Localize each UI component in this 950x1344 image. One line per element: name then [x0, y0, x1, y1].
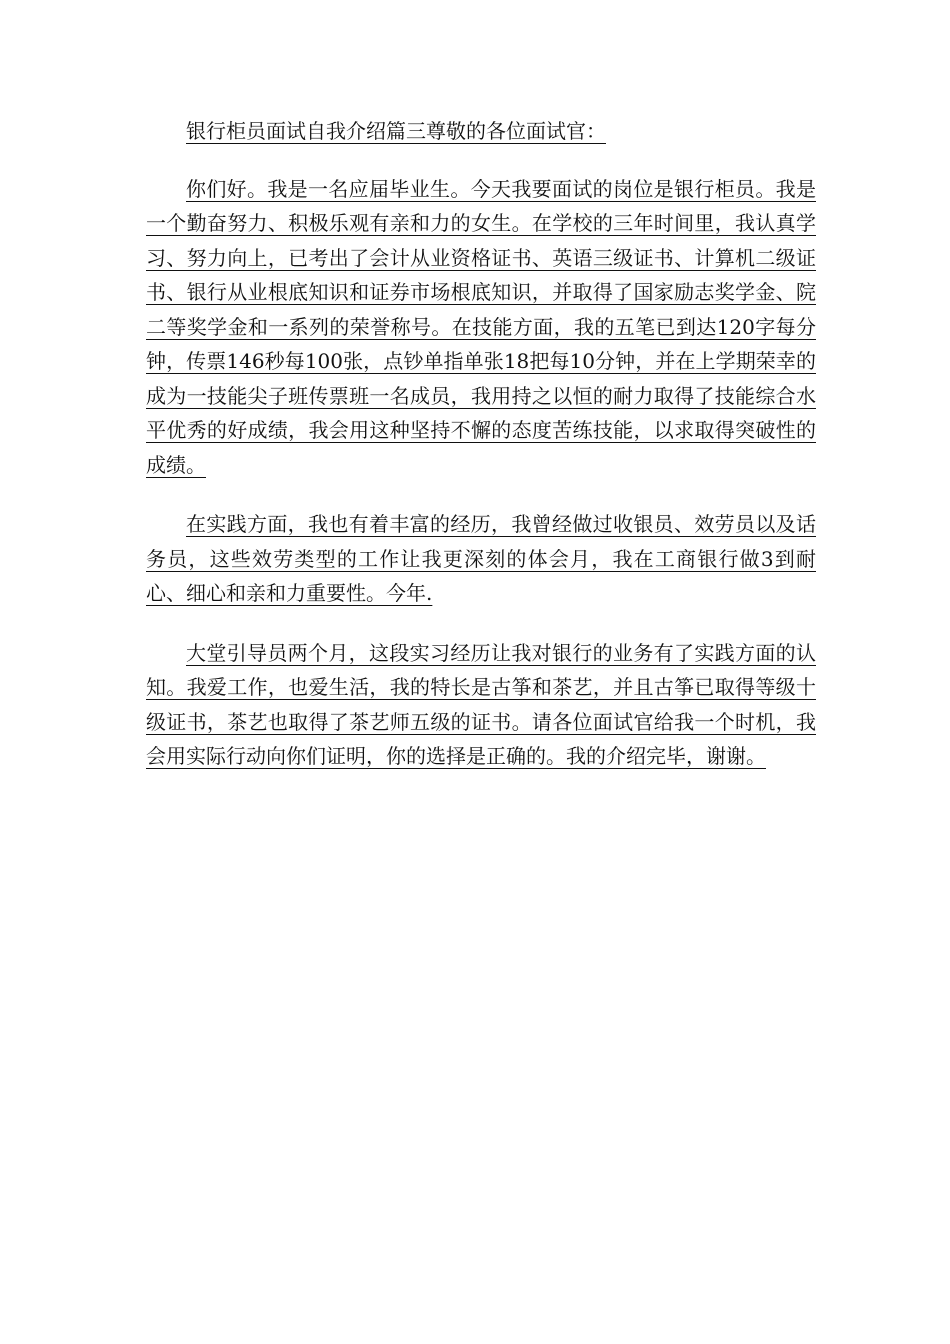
paragraph-conclusion: 大堂引导员两个月，这段实习经历让我对银行的业务有了实践方面的认知。我爱工作，也爱生活，我的特长是古筝和茶艺，并且古筝已取得等级十级证书，茶艺也取得了茶艺师五级的证书。请各位面试官给我一个时机，我会用实际行动向你们证明，你的选择是正确的。我的介绍完毕，谢谢。 [146, 640, 816, 768]
document-body [146, 114, 816, 799]
paragraph-practice: 在实践方面，我也有着丰富的经历，我曾经做过收银员、效劳员以及话务员，这些效劳类型的工作让我更深刻的体会月，我在工商银行做3到耐心、细心和亲和力重要性。今年. [146, 512, 816, 605]
paragraph-title: 银行柜员面试自我介绍篇三尊敬的各位面试官： [186, 119, 606, 143]
paragraph-introduction: 你们好。我是一名应届毕业生。今天我要面试的岗位是银行柜员。我是一个勤奋努力、积极乐观有亲和力的女生。在学校的三年时间里，我认真学习、努力向上，已考出了会计从业资格证书、英语三级证书、计算机二级证书、银行从业根底知识和证券市场根底知识，并取得了国家励志奖学金、院二等奖学金和一系列的荣誉称号。在技能方面，我的五笔已到达120字每分钟，传票146秒每100张，点钞单指单张18把每10分钟，并在上学期荣幸的成为一技能尖子班传票班一名成员，我用持之以恒的耐力取得了技能综合水平优秀的好成绩，我会用这种坚持不懈的态度苦练技能，以求取得突破性的成绩。 [146, 176, 816, 477]
